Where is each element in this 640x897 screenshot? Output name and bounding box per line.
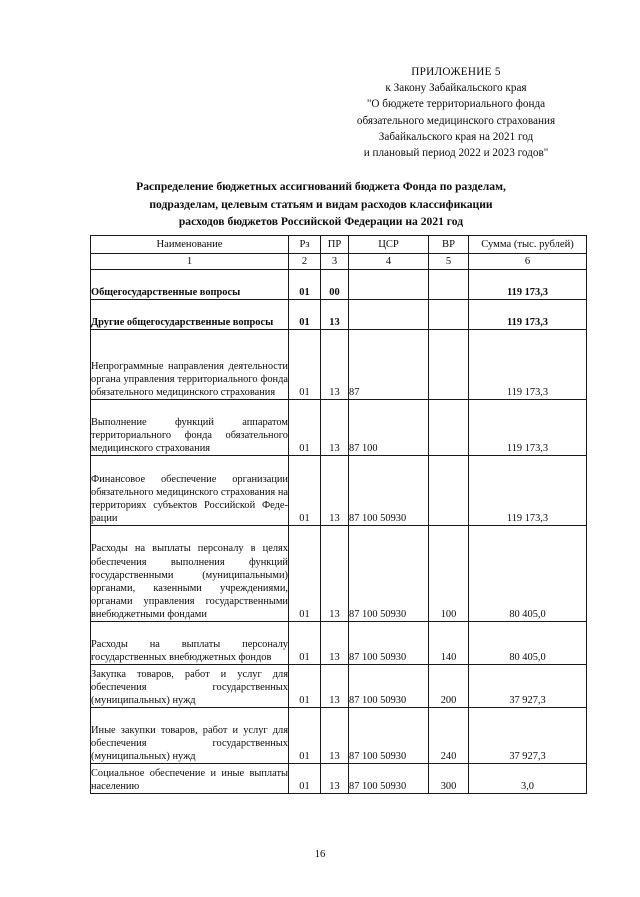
cell-csr: 87 100 50930 [349, 526, 429, 622]
column-header-rz: Рз [289, 236, 321, 254]
table-column-number-row [91, 254, 587, 270]
cell-csr [349, 270, 429, 300]
table-row [91, 622, 587, 665]
appendix-header [300, 64, 612, 161]
cell-sum: 119 173,3 [469, 330, 587, 400]
cell-vr: 100 [429, 526, 469, 622]
cell-pr: 13 [321, 708, 349, 764]
table-row [91, 400, 587, 456]
page-title [86, 178, 556, 231]
table-row [91, 270, 587, 300]
cell-csr: 87 100 [349, 400, 429, 456]
cell-vr [429, 330, 469, 400]
cell-rz: 01 [289, 400, 321, 456]
cell-name: Расходы на выплаты персоналу в целях обеспечения выполнения функций государственными (муниципальными) органами, казенными учреждениями, органами управления государственными внебюджетными фондами [91, 526, 289, 622]
cell-rz: 01 [289, 764, 321, 794]
page-title-line: подразделам, целевым статьям и видам расходов классификации [149, 197, 493, 211]
appendix-header-line: "О бюджете территориального фонда [366, 98, 546, 111]
table-row [91, 708, 587, 764]
cell-pr: 13 [321, 764, 349, 794]
column-header-csr: ЦСР [349, 236, 429, 254]
table-row [91, 300, 587, 330]
cell-rz: 01 [289, 526, 321, 622]
cell-vr: 200 [429, 665, 469, 708]
cell-pr: 13 [321, 330, 349, 400]
page-title-line: расходов бюджетов Российской Федерации на 2021 год [178, 215, 464, 228]
cell-vr [429, 400, 469, 456]
cell-sum: 119 173,3 [469, 456, 587, 526]
table-row [91, 764, 587, 794]
cell-rz: 01 [289, 270, 321, 300]
cell-pr: 13 [321, 665, 349, 708]
cell-vr [429, 300, 469, 330]
cell-pr: 13 [321, 400, 349, 456]
appendix-header-line: ПРИЛОЖЕНИЕ 5 [411, 66, 501, 78]
cell-name: Иные закупки товаров, работ и услуг для обеспечения государственных (муниципальных) нужд [91, 708, 289, 764]
cell-sum: 119 173,3 [469, 270, 587, 300]
cell-csr: 87 100 50930 [349, 456, 429, 526]
cell-sum: 119 173,3 [469, 400, 587, 456]
cell-name: Закупка товаров, работ и услуг для обеспечения государственных (муниципальных) нужд [91, 665, 289, 708]
cell-vr [429, 456, 469, 526]
budget-table-container [90, 235, 586, 794]
cell-pr: 00 [321, 270, 349, 300]
cell-pr: 13 [321, 526, 349, 622]
cell-sum: 37 927,3 [469, 665, 587, 708]
column-number-name: 1 [91, 254, 289, 270]
column-number-vr: 5 [429, 254, 469, 270]
cell-rz: 01 [289, 456, 321, 526]
cell-name: Непрограммные направления деятельности органа управления территориального фонда обязательного медицинского страхования [91, 330, 289, 400]
cell-sum: 80 405,0 [469, 526, 587, 622]
cell-vr: 140 [429, 622, 469, 665]
cell-csr: 87 100 50930 [349, 665, 429, 708]
cell-sum: 80 405,0 [469, 622, 587, 665]
cell-name: Социальное обеспечение и иные выплаты населению [91, 764, 289, 794]
cell-sum: 37 927,3 [469, 708, 587, 764]
appendix-header-line: и плановый период 2022 и 2023 годов" [363, 147, 549, 160]
cell-rz: 01 [289, 708, 321, 764]
cell-sum: 3,0 [469, 764, 587, 794]
cell-pr: 13 [321, 622, 349, 665]
column-header-pr: ПР [321, 236, 349, 254]
cell-name: Общегосударственные вопросы [91, 270, 289, 300]
column-header-sum: Сумма (тыс. рублей) [469, 236, 587, 254]
cell-csr: 87 100 50930 [349, 622, 429, 665]
cell-rz: 01 [289, 330, 321, 400]
budget-table [90, 235, 587, 794]
cell-pr: 13 [321, 300, 349, 330]
column-number-sum: 6 [469, 254, 587, 270]
page-number: 16 [314, 849, 326, 860]
column-header-vr: ВР [429, 236, 469, 254]
cell-rz: 01 [289, 300, 321, 330]
cell-vr: 300 [429, 764, 469, 794]
appendix-header-line: обязательного медицинского страхования [356, 114, 556, 127]
cell-rz: 01 [289, 665, 321, 708]
cell-rz: 01 [289, 622, 321, 665]
cell-sum: 119 173,3 [469, 300, 587, 330]
page-title-line: Распределение бюджетных ассигнований бюджета Фонда по разделам, [136, 180, 506, 193]
cell-csr: 87 100 50930 [349, 708, 429, 764]
budget-table-body [91, 236, 587, 794]
appendix-header-line: к Закону Забайкальского края [385, 82, 527, 95]
table-row [91, 526, 587, 622]
cell-vr [429, 270, 469, 300]
table-row [91, 456, 587, 526]
cell-csr [349, 300, 429, 330]
table-row [91, 330, 587, 400]
cell-vr: 240 [429, 708, 469, 764]
cell-csr: 87 100 50930 [349, 764, 429, 794]
cell-csr: 87 [349, 330, 429, 400]
cell-name: Другие общегосударственные вопросы [91, 300, 289, 330]
column-header-name: Наименование [91, 236, 289, 254]
column-number-pr: 3 [321, 254, 349, 270]
cell-pr: 13 [321, 456, 349, 526]
column-number-rz: 2 [289, 254, 321, 270]
cell-name: Финансовое обеспечение организации обязательного медицинского страхования на территориях субъектов Российской Федерации [91, 456, 289, 526]
appendix-header-line: Забайкальского края на 2021 год [378, 130, 534, 143]
cell-name: Расходы на выплаты персоналу государственных внебюджетных фондов [91, 622, 289, 665]
table-row [91, 665, 587, 708]
cell-name: Выполнение функций аппаратом территориального фонда обязательного медицинского страхования [91, 400, 289, 456]
table-header-row [91, 236, 587, 254]
column-number-csr: 4 [349, 254, 429, 270]
